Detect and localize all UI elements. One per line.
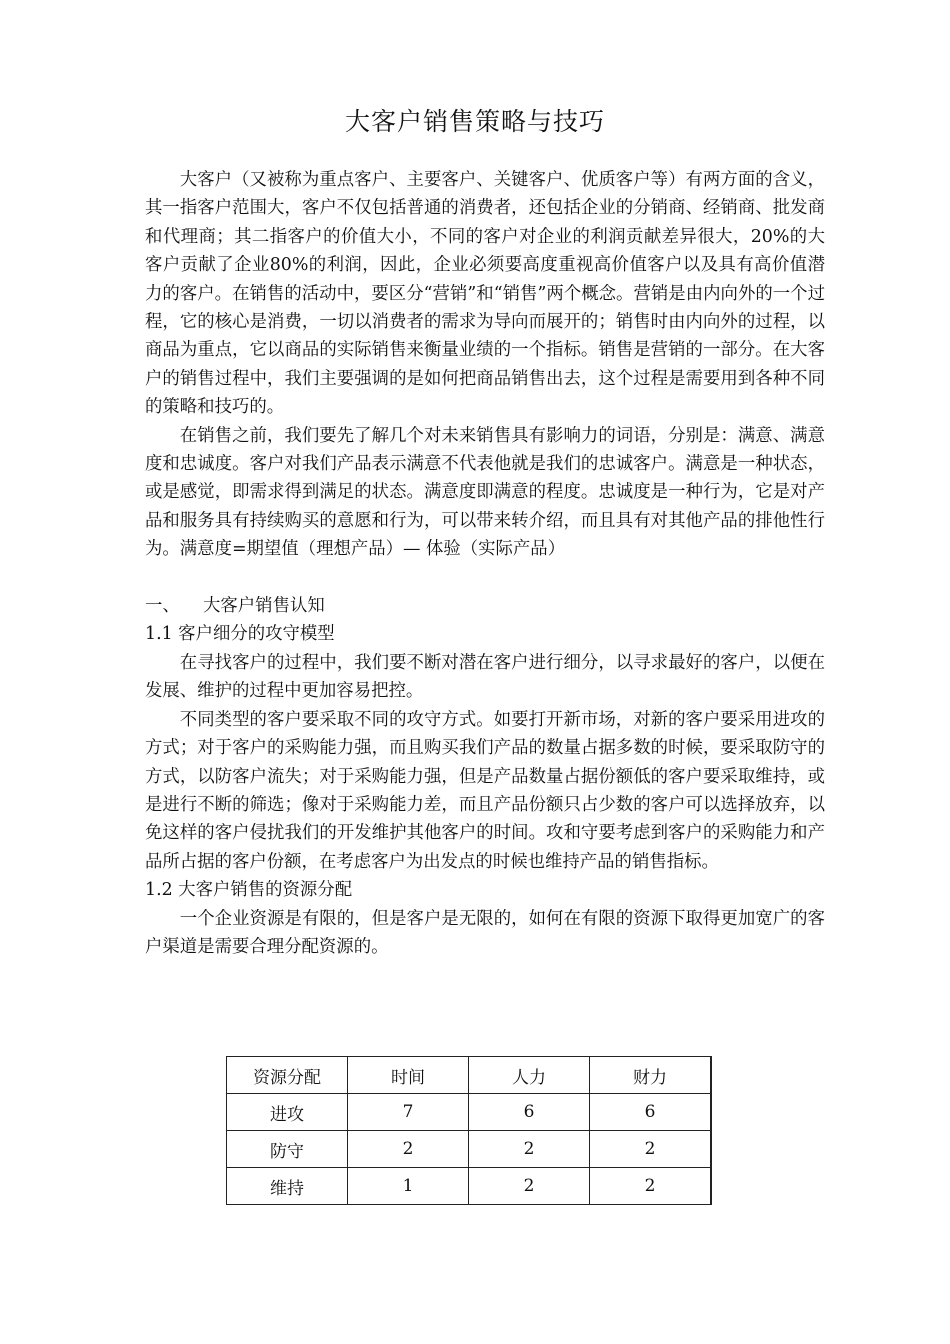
table-cell: 7 (348, 1094, 469, 1131)
table-cell: 2 (469, 1131, 590, 1168)
section-title: 大客户销售认知 (203, 596, 325, 617)
table-header-cell: 人力 (469, 1057, 590, 1094)
resource-allocation-table (226, 1056, 712, 1205)
intro-paragraph-1: 大客户（又被称为重点客户、主要客户、关键客户、优质客户等）有两方面的含义，其一指客户范围大，客户不仅包括普通的消费者，还包括企业的分销商、经销商、批发商和代理商；其二指客户的价值大小，不同的客户对企业的利润贡献差异很大，20%的大客户贡献了企业80%的利润，因此，企业必须要高度重视高价值客户以及具有高价值潜力的客户。在销售的活动中，要区分“营销”和“销售”两个概念。营销是由内向外的一个过程，它的核心是消费，一切以消费者的需求为导向而展开的；销售时由内向外的过程，以商品为重点，它以商品的实际销售来衡量业绩的一个指标。销售是营销的一部分。在大客户的销售过程中，我们主要强调的是如何把商品销售出去，这个过程是需要用到各种不同的策略和技巧的。 (145, 170, 825, 418)
table-cell: 1 (348, 1168, 469, 1205)
table-cell: 6 (469, 1094, 590, 1131)
subsection-heading-1-1: 1.1 客户细分的攻守模型 (145, 624, 335, 645)
paragraph-resources: 一个企业资源是有限的，但是客户是无限的，如何在有限的资源下取得更加宽广的客户渠道是需要合理分配资源的。 (145, 908, 825, 957)
blank-line (145, 564, 825, 592)
table-header-row (227, 1057, 712, 1094)
table-cell: 进攻 (227, 1094, 348, 1131)
subsection-heading-1-2: 1.2 大客户销售的资源分配 (145, 880, 353, 901)
table-cell: 维持 (227, 1168, 348, 1205)
table-cell: 2 (348, 1131, 469, 1168)
table-header-cell: 时间 (348, 1057, 469, 1094)
table-header-cell: 资源分配 (227, 1057, 348, 1094)
table-cell: 2 (590, 1168, 712, 1205)
paragraph-segmentation-intro: 在寻找客户的过程中，我们要不断对潜在客户进行细分，以寻求最好的客户，以便在发展、维护的过程中更加容易把控。 (145, 652, 825, 702)
section-number: 一、 (145, 596, 180, 617)
table-cell: 2 (590, 1131, 712, 1168)
table-row (227, 1094, 712, 1131)
intro-paragraph-2: 在销售之前，我们要先了解几个对未来销售具有影响力的词语，分别是：满意、满意度和忠诚度。客户对我们产品表示满意不代表他就是我们的忠诚客户。满意是一种状态，或是感觉，即需求得到满足的状态。满意度即满意的程度。忠诚度是一种行为，它是对产品和服务具有持续购买的意愿和行为，可以带来转介绍，而且具有对其他产品的排他性行为。满意度=期望值（理想产品）— 体验（实际产品） (145, 425, 825, 560)
table-row (227, 1131, 712, 1168)
document-body (145, 166, 825, 961)
paragraph-attack-defense: 不同类型的客户要采取不同的攻守方式。如要打开新市场，对新的客户要采用进攻的方式；对于客户的采购能力强，而且购买我们产品的数量占据多数的时候，要采取防守的方式，以防客户流失；对于采购能力强，但是产品数量占据份额低的客户要采取维持，或是进行不断的筛选；像对于采购能力差，而且产品份额只占少数的客户可以选择放弃，以免这样的客户侵扰我们的开发维护其他客户的时间。攻和守要考虑到客户的采购能力和产品所占据的客户份额，在考虑客户为出发点的时候也维持产品的销售指标。 (145, 709, 825, 872)
table-row (227, 1168, 712, 1205)
table-header-cell: 财力 (590, 1057, 712, 1094)
section-heading-1 (145, 592, 825, 620)
table-cell: 2 (469, 1168, 590, 1205)
page-title: 大客户销售策略与技巧 (344, 107, 605, 136)
table-cell: 防守 (227, 1131, 348, 1168)
table-cell: 6 (590, 1094, 712, 1131)
